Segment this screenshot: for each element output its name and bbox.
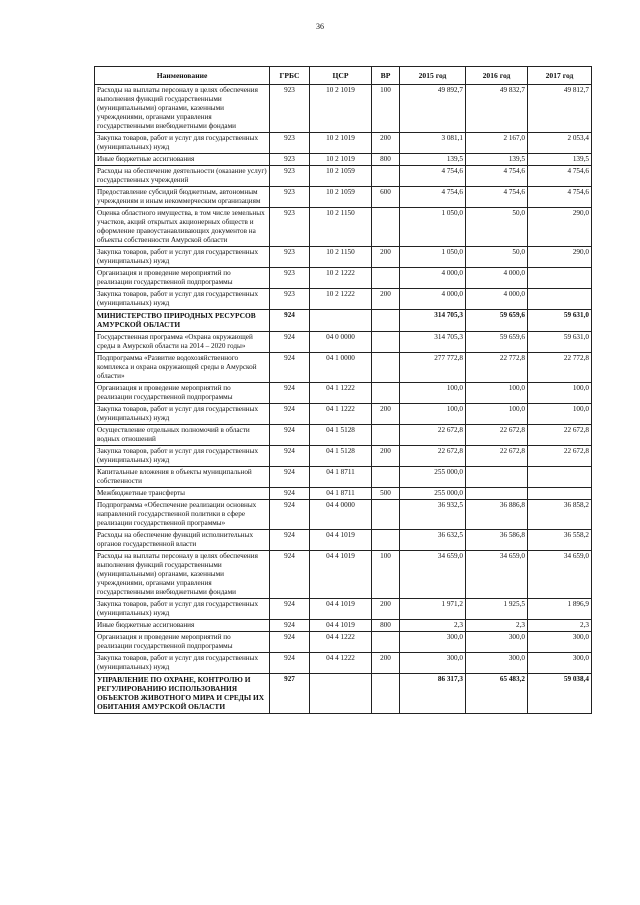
row-grbs-cell: 924 <box>270 310 310 332</box>
table-row <box>95 598 592 619</box>
row-name-cell: Подпрограмма «Обеспечение реализации основных направлений государственной политики в сфере реализации государственной программы» <box>95 499 270 529</box>
row-2015-cell: 1 050,0 <box>400 208 466 247</box>
row-name-cell: Осуществление отдельных полномочий в области водных отношений <box>95 424 270 445</box>
row-2016-cell: 36 886,8 <box>466 499 528 529</box>
row-2017-cell <box>528 487 592 499</box>
row-vr-cell: 100 <box>372 85 400 133</box>
row-name-cell: Подпрограмма «Развитие водохозяйственного комплекса и охрана окружающей среды в Амурской области» <box>95 352 270 382</box>
row-2017-cell: 1 896,9 <box>528 598 592 619</box>
row-2015-cell: 36 932,5 <box>400 499 466 529</box>
row-2017-cell: 36 558,2 <box>528 529 592 550</box>
row-2015-cell: 22 672,8 <box>400 424 466 445</box>
row-name-cell: Расходы на выплаты персоналу в целях обеспечения выполнения функций государственными (муниципальными) органами, казенными учреждениями, органами управления государственными внебюджетными фондами <box>95 550 270 598</box>
row-grbs-cell: 923 <box>270 154 310 166</box>
column-header-csr: ЦСР <box>310 67 372 85</box>
row-vr-cell <box>372 382 400 403</box>
row-grbs-cell: 923 <box>270 187 310 208</box>
row-2016-cell: 2 167,0 <box>466 133 528 154</box>
row-2015-cell: 1 971,2 <box>400 598 466 619</box>
row-2016-cell: 22 672,8 <box>466 424 528 445</box>
page-number: 36 <box>316 22 324 31</box>
row-grbs-cell: 924 <box>270 598 310 619</box>
row-name-cell: Расходы на обеспечение деятельности (оказание услуг) государственных учреждений <box>95 166 270 187</box>
row-2015-cell: 86 317,3 <box>400 673 466 713</box>
row-name-cell: Закупка товаров, работ и услуг для государственных (муниципальных) нужд <box>95 403 270 424</box>
row-vr-cell <box>372 466 400 487</box>
row-2017-cell: 139,5 <box>528 154 592 166</box>
row-name-cell: Закупка товаров, работ и услуг для государственных (муниципальных) нужд <box>95 289 270 310</box>
table-row <box>95 529 592 550</box>
table-row <box>95 619 592 631</box>
column-header-2017: 2017 год <box>528 67 592 85</box>
row-csr-cell: 04 1 8711 <box>310 466 372 487</box>
table-header-row <box>95 67 592 85</box>
table-row <box>95 187 592 208</box>
row-csr-cell: 04 4 0000 <box>310 499 372 529</box>
row-vr-cell: 200 <box>372 652 400 673</box>
row-2016-cell: 100,0 <box>466 403 528 424</box>
row-name-cell: Расходы на выплаты персоналу в целях обеспечения выполнения функций государственными (муниципальными) органами, казенными учреждениями, органами управления государственными внебюджетными фондами <box>95 85 270 133</box>
row-2017-cell: 2 053,4 <box>528 133 592 154</box>
row-2016-cell: 4 754,6 <box>466 187 528 208</box>
row-2016-cell: 65 483,2 <box>466 673 528 713</box>
row-name-cell: Организация и проведение мероприятий по реализации государственной подпрограммы <box>95 631 270 652</box>
row-csr-cell: 10 2 1222 <box>310 268 372 289</box>
row-name-cell: Закупка товаров, работ и услуг для государственных (муниципальных) нужд <box>95 652 270 673</box>
row-csr-cell: 04 1 5128 <box>310 445 372 466</box>
row-2017-cell: 4 754,6 <box>528 187 592 208</box>
row-grbs-cell: 924 <box>270 487 310 499</box>
table-row <box>95 487 592 499</box>
row-csr-cell: 10 2 1019 <box>310 133 372 154</box>
row-grbs-cell: 924 <box>270 529 310 550</box>
row-2015-cell: 314 705,3 <box>400 310 466 332</box>
row-2015-cell: 139,5 <box>400 154 466 166</box>
row-grbs-cell: 923 <box>270 166 310 187</box>
row-vr-cell <box>372 268 400 289</box>
row-2015-cell: 3 081,1 <box>400 133 466 154</box>
table-row <box>95 550 592 598</box>
row-2017-cell: 300,0 <box>528 631 592 652</box>
row-grbs-cell: 923 <box>270 289 310 310</box>
column-header-2016: 2016 год <box>466 67 528 85</box>
table-row <box>95 466 592 487</box>
row-2016-cell: 50,0 <box>466 208 528 247</box>
row-grbs-cell: 924 <box>270 331 310 352</box>
row-csr-cell: 10 2 1059 <box>310 166 372 187</box>
row-2016-cell: 59 659,6 <box>466 331 528 352</box>
row-2017-cell: 22 772,8 <box>528 352 592 382</box>
row-2015-cell: 34 659,0 <box>400 550 466 598</box>
column-header-2015: 2015 год <box>400 67 466 85</box>
row-2015-cell: 1 050,0 <box>400 247 466 268</box>
table-row <box>95 268 592 289</box>
row-csr-cell: 04 1 5128 <box>310 424 372 445</box>
row-csr-cell: 10 2 1150 <box>310 208 372 247</box>
row-grbs-cell: 924 <box>270 424 310 445</box>
row-2017-cell: 100,0 <box>528 382 592 403</box>
row-2015-cell: 22 672,8 <box>400 445 466 466</box>
row-name-cell: УПРАВЛЕНИЕ ПО ОХРАНЕ, КОНТРОЛЮ И РЕГУЛИРОВАНИЮ ИСПОЛЬЗОВАНИЯ ОБЪЕКТОВ ЖИВОТНОГО МИРА И СРЕДЫ ИХ ОБИТАНИЯ АМУРСКОЙ ОБЛАСТИ <box>95 673 270 713</box>
row-vr-cell <box>372 208 400 247</box>
row-2015-cell: 49 892,7 <box>400 85 466 133</box>
row-2015-cell: 4 000,0 <box>400 289 466 310</box>
table-row <box>95 499 592 529</box>
row-2017-cell: 22 672,8 <box>528 424 592 445</box>
row-vr-cell <box>372 499 400 529</box>
row-name-cell: Иные бюджетные ассигнования <box>95 154 270 166</box>
row-vr-cell <box>372 331 400 352</box>
budget-table <box>94 66 592 714</box>
row-2017-cell: 22 672,8 <box>528 445 592 466</box>
row-2016-cell: 139,5 <box>466 154 528 166</box>
row-csr-cell: 04 1 1222 <box>310 382 372 403</box>
row-2016-cell: 22 772,8 <box>466 352 528 382</box>
row-grbs-cell: 924 <box>270 403 310 424</box>
row-2017-cell <box>528 466 592 487</box>
row-grbs-cell: 924 <box>270 652 310 673</box>
table-row <box>95 352 592 382</box>
row-grbs-cell: 924 <box>270 619 310 631</box>
row-name-cell: Государственная программа «Охрана окружающей среды в Амурской области на 2014 – 2020 годы» <box>95 331 270 352</box>
row-2016-cell: 2,3 <box>466 619 528 631</box>
table-row <box>95 382 592 403</box>
row-2015-cell: 100,0 <box>400 403 466 424</box>
row-2016-cell: 4 754,6 <box>466 166 528 187</box>
row-csr-cell: 04 1 1222 <box>310 403 372 424</box>
row-name-cell: Межбюджетные трансферты <box>95 487 270 499</box>
row-vr-cell: 200 <box>372 133 400 154</box>
row-2016-cell: 36 586,8 <box>466 529 528 550</box>
row-csr-cell: 10 2 1059 <box>310 187 372 208</box>
row-2017-cell: 34 659,0 <box>528 550 592 598</box>
row-csr-cell: 04 1 8711 <box>310 487 372 499</box>
row-grbs-cell: 923 <box>270 247 310 268</box>
table-row <box>95 403 592 424</box>
row-grbs-cell: 927 <box>270 673 310 713</box>
row-name-cell: Капитальные вложения в объекты муниципальной собственности <box>95 466 270 487</box>
row-2016-cell <box>466 487 528 499</box>
table-row <box>95 673 592 713</box>
row-vr-cell: 600 <box>372 187 400 208</box>
row-name-cell: Предоставление субсидий бюджетным, автономным учреждениям и иным некоммерческим организациям <box>95 187 270 208</box>
row-2016-cell: 4 000,0 <box>466 268 528 289</box>
row-name-cell: Закупка товаров, работ и услуг для государственных (муниципальных) нужд <box>95 598 270 619</box>
table-row <box>95 208 592 247</box>
table-row <box>95 652 592 673</box>
row-grbs-cell: 924 <box>270 382 310 403</box>
row-2016-cell: 300,0 <box>466 652 528 673</box>
row-2017-cell <box>528 289 592 310</box>
row-csr-cell: 10 2 1019 <box>310 154 372 166</box>
table-row <box>95 445 592 466</box>
row-grbs-cell: 923 <box>270 85 310 133</box>
table-row <box>95 133 592 154</box>
row-name-cell: Оценка областного имущества, в том числе земельных участков, акций открытых акционерных обществ и оформление правоустанавливающих документов на объекты собственности Амурской области <box>95 208 270 247</box>
row-2015-cell: 4 754,6 <box>400 187 466 208</box>
row-2016-cell: 1 925,5 <box>466 598 528 619</box>
row-2017-cell: 290,0 <box>528 208 592 247</box>
row-csr-cell: 04 4 1222 <box>310 631 372 652</box>
table-row <box>95 310 592 332</box>
table-row <box>95 424 592 445</box>
row-2016-cell: 4 000,0 <box>466 289 528 310</box>
row-grbs-cell: 924 <box>270 499 310 529</box>
row-2015-cell: 36 632,5 <box>400 529 466 550</box>
row-name-cell: МИНИСТЕРСТВО ПРИРОДНЫХ РЕСУРСОВ АМУРСКОЙ ОБЛАСТИ <box>95 310 270 332</box>
table-row <box>95 631 592 652</box>
row-2016-cell: 49 832,7 <box>466 85 528 133</box>
row-vr-cell: 100 <box>372 550 400 598</box>
row-2015-cell: 277 772,8 <box>400 352 466 382</box>
row-vr-cell <box>372 310 400 332</box>
row-2015-cell: 2,3 <box>400 619 466 631</box>
row-2017-cell: 290,0 <box>528 247 592 268</box>
row-2016-cell <box>466 466 528 487</box>
row-csr-cell: 04 4 1019 <box>310 619 372 631</box>
row-2017-cell: 59 631,0 <box>528 310 592 332</box>
row-2017-cell: 4 754,6 <box>528 166 592 187</box>
column-header-name: Наименование <box>95 67 270 85</box>
row-vr-cell <box>372 166 400 187</box>
table-row <box>95 289 592 310</box>
row-2017-cell: 36 858,2 <box>528 499 592 529</box>
row-vr-cell <box>372 352 400 382</box>
row-name-cell: Закупка товаров, работ и услуг для государственных (муниципальных) нужд <box>95 445 270 466</box>
row-vr-cell <box>372 631 400 652</box>
row-2017-cell: 59 631,0 <box>528 331 592 352</box>
row-grbs-cell: 923 <box>270 208 310 247</box>
table-row <box>95 331 592 352</box>
row-csr-cell: 04 4 1019 <box>310 529 372 550</box>
row-2016-cell: 34 659,0 <box>466 550 528 598</box>
row-2015-cell: 255 000,0 <box>400 466 466 487</box>
row-vr-cell: 200 <box>372 445 400 466</box>
row-2017-cell: 49 812,7 <box>528 85 592 133</box>
row-csr-cell <box>310 310 372 332</box>
table-row <box>95 166 592 187</box>
row-2017-cell: 100,0 <box>528 403 592 424</box>
row-2015-cell: 314 705,3 <box>400 331 466 352</box>
row-grbs-cell: 924 <box>270 466 310 487</box>
row-vr-cell: 800 <box>372 619 400 631</box>
row-vr-cell <box>372 529 400 550</box>
row-vr-cell: 200 <box>372 247 400 268</box>
row-csr-cell <box>310 673 372 713</box>
row-2015-cell: 100,0 <box>400 382 466 403</box>
row-grbs-cell: 924 <box>270 352 310 382</box>
row-2016-cell: 50,0 <box>466 247 528 268</box>
row-vr-cell: 800 <box>372 154 400 166</box>
row-2015-cell: 300,0 <box>400 631 466 652</box>
row-csr-cell: 04 4 1222 <box>310 652 372 673</box>
row-name-cell: Организация и проведение мероприятий по реализации государственной подпрограммы <box>95 382 270 403</box>
row-2017-cell <box>528 268 592 289</box>
row-csr-cell: 04 4 1019 <box>310 598 372 619</box>
row-name-cell: Расходы на обеспечение функций исполнительных органов государственной власти <box>95 529 270 550</box>
row-2016-cell: 100,0 <box>466 382 528 403</box>
row-vr-cell: 200 <box>372 403 400 424</box>
row-2016-cell: 59 659,6 <box>466 310 528 332</box>
row-vr-cell <box>372 424 400 445</box>
row-2015-cell: 255 000,0 <box>400 487 466 499</box>
row-csr-cell: 10 2 1222 <box>310 289 372 310</box>
row-grbs-cell: 924 <box>270 445 310 466</box>
row-name-cell: Иные бюджетные ассигнования <box>95 619 270 631</box>
row-csr-cell: 10 2 1150 <box>310 247 372 268</box>
row-2015-cell: 4 754,6 <box>400 166 466 187</box>
row-2015-cell: 4 000,0 <box>400 268 466 289</box>
row-grbs-cell: 924 <box>270 550 310 598</box>
row-name-cell: Организация и проведение мероприятий по реализации государственной подпрограммы <box>95 268 270 289</box>
row-csr-cell: 04 4 1019 <box>310 550 372 598</box>
row-vr-cell: 200 <box>372 598 400 619</box>
row-name-cell: Закупка товаров, работ и услуг для государственных (муниципальных) нужд <box>95 247 270 268</box>
row-grbs-cell: 923 <box>270 133 310 154</box>
row-name-cell: Закупка товаров, работ и услуг для государственных (муниципальных) нужд <box>95 133 270 154</box>
row-csr-cell: 04 1 0000 <box>310 352 372 382</box>
table-row <box>95 154 592 166</box>
row-2015-cell: 300,0 <box>400 652 466 673</box>
row-vr-cell: 200 <box>372 289 400 310</box>
table-row <box>95 247 592 268</box>
row-grbs-cell: 924 <box>270 631 310 652</box>
row-csr-cell: 04 0 0000 <box>310 331 372 352</box>
row-2017-cell: 300,0 <box>528 652 592 673</box>
row-csr-cell: 10 2 1019 <box>310 85 372 133</box>
row-vr-cell: 500 <box>372 487 400 499</box>
row-vr-cell <box>372 673 400 713</box>
row-2017-cell: 2,3 <box>528 619 592 631</box>
row-2016-cell: 22 672,8 <box>466 445 528 466</box>
row-2016-cell: 300,0 <box>466 631 528 652</box>
row-grbs-cell: 923 <box>270 268 310 289</box>
table-row <box>95 85 592 133</box>
row-2017-cell: 59 038,4 <box>528 673 592 713</box>
column-header-grbs: ГРБС <box>270 67 310 85</box>
column-header-vr: ВР <box>372 67 400 85</box>
